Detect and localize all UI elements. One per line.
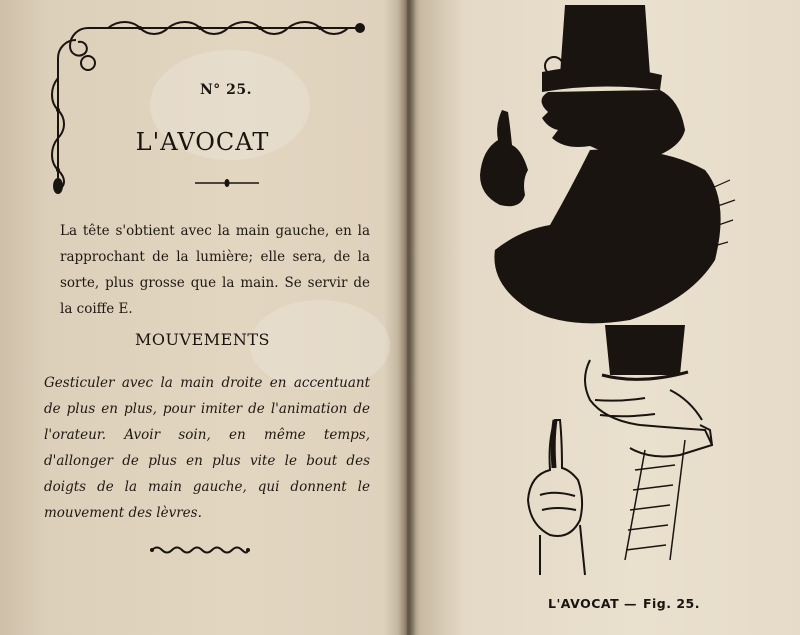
page-title: L'AVOCAT bbox=[135, 128, 270, 156]
instructions-paragraph bbox=[60, 218, 370, 322]
caption-figure-number: Fig. 25. bbox=[642, 596, 700, 611]
title-divider bbox=[195, 178, 259, 188]
lawyer-shadow-illustration bbox=[430, 0, 770, 600]
caption-title: L'AVOCAT — bbox=[548, 596, 637, 611]
figure-caption bbox=[548, 596, 700, 611]
section-heading: MOUVEMENTS bbox=[135, 330, 270, 349]
ornamental-corner-border bbox=[48, 18, 368, 198]
paragraph-text: Gesticuler avec la main droite en accentuant de plus en plus, pour imiter de l'animation de l'orateur. Avoir soin, en même temps, d'allonger de plus en plus vite le bout des doigts de la main gauche, qui donnent le mouvement des lèvres. bbox=[44, 375, 370, 521]
end-divider bbox=[150, 545, 250, 555]
movements-paragraph bbox=[44, 370, 370, 526]
entry-number: N° 25. bbox=[200, 82, 253, 98]
paragraph-text: La tête s'obtient avec la main gauche, en la rapprochant de la lumière; elle sera, de la sorte, plus grosse que la main. Se servir de la coiffe E. bbox=[60, 223, 370, 317]
